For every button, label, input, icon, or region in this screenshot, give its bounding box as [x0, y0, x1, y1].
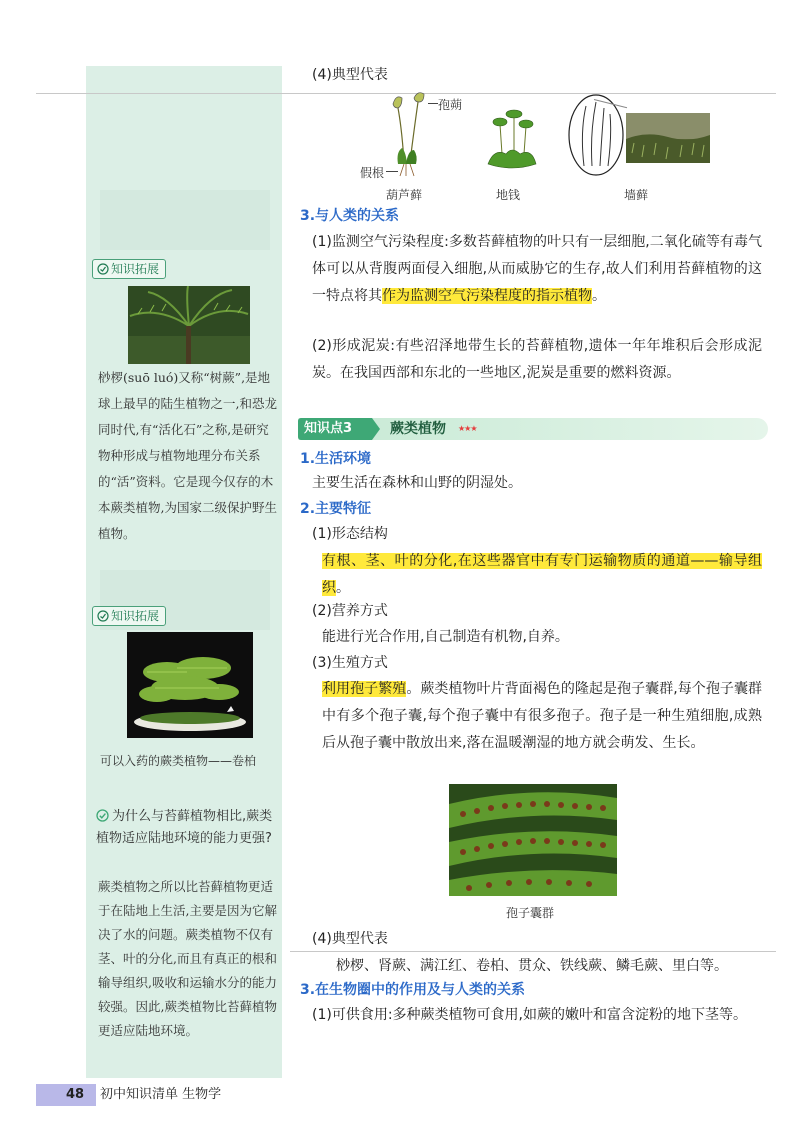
- knowledge-point-title: 蕨类植物: [390, 421, 446, 437]
- nutrition-text: 能进行光合作用,自己制造有机物,自养。: [322, 629, 569, 645]
- peat-paragraph: (2)形成泥炭:有些沼泽地带生长的苔藓植物,遗体一年年堆积后会形成泥炭。在我国西部和东北的一些地区,泥炭是重要的燃料资源。: [312, 338, 762, 381]
- knowledge-extension-tag: [92, 606, 166, 626]
- pollution-text: (1)监测空气污染程度:多数苔藓植物的叶只有一层细胞,二氧化硫等有毒气体可以从背腹两面侵入细胞,从而威胁它的生存,故人们利用苔藓植物的这一特点将其: [312, 234, 762, 304]
- sorus-caption: 孢子囊群: [506, 906, 555, 920]
- pollution-end: 。: [592, 288, 606, 304]
- check-icon: [96, 809, 109, 822]
- link-icon: [97, 263, 109, 275]
- fern-representatives-text: 桫椤、肾蕨、满江红、卷柏、贯众、铁线蕨、鳞毛蕨、里白等。: [336, 958, 728, 974]
- tag-label: 知识拓展: [111, 609, 160, 623]
- selaginella-caption: 可以入药的蕨类植物——卷柏: [100, 754, 257, 768]
- tree-fern-photo: [128, 286, 250, 364]
- selaginella-photo: [127, 632, 253, 738]
- funaria-drawing: [388, 90, 428, 178]
- sorus-photo: [449, 784, 617, 896]
- morphology-end: 。: [336, 580, 350, 596]
- knowledge-point-banner: [298, 418, 768, 440]
- section-heading-role: 3.在生物圈中的作用及与人类的关系: [300, 982, 526, 998]
- book-title: 初中知识清单 生物学: [100, 1087, 222, 1102]
- edible-use-paragraph: (1)可供食用:多种蕨类植物可食用,如蕨的嫩叶和富含淀粉的地下茎等。: [312, 1007, 747, 1023]
- pollution-monitoring-paragraph: [312, 229, 762, 310]
- rhizoid-label: 假根: [360, 166, 385, 180]
- marchantia-caption: 地钱: [496, 188, 521, 202]
- wall-moss-caption: 墙藓: [624, 188, 649, 202]
- capsule-label: 孢蒴: [438, 98, 463, 112]
- typical-representatives-heading: (4)典型代表: [312, 67, 388, 83]
- knowledge-point-tag: 知识点3: [298, 418, 372, 440]
- reproduction-text: 。蕨类植物叶片背面褐色的隆起是孢子囊群,每个孢子囊群中有多个孢子囊,每个孢子囊中有很多孢子。孢子是一种生殖细胞,成熟后从孢子囊中散放出来,落在温暖潮湿的地方就会萌发、生长。: [322, 681, 763, 751]
- section-heading-habitat: 1.生活环境: [300, 451, 372, 467]
- habitat-text: 主要生活在森林和山野的阴湿处。: [312, 475, 522, 491]
- sidebar-question: [96, 806, 278, 850]
- pollution-highlight: 作为监测空气污染程度的指示植物: [382, 288, 592, 304]
- morphology-highlight: 有根、茎、叶的分化,在这些器官中有专门运输物质的通道——输导组织: [322, 553, 762, 596]
- tag-label: 知识拓展: [111, 262, 160, 276]
- link-icon: [97, 610, 109, 622]
- reproduction-paragraph: [322, 676, 762, 757]
- wall-moss-photo: [626, 113, 710, 163]
- reproduction-title: (3)生殖方式: [312, 655, 388, 671]
- funaria-caption: 葫芦藓: [386, 188, 423, 202]
- marchantia-drawing: [484, 104, 540, 174]
- nutrition-title: (2)营养方式: [312, 603, 388, 619]
- section-heading-human-relation: 3.与人类的关系: [300, 208, 400, 224]
- tree-fern-note: 桫椤(suō luó)又称“树蕨”,是地球上最早的陆生植物之一,和恐龙同时代,有“活化石”之称,是研究物种形成与植物地理分布关系的“活”资料。它是现今仅存的木本蕨类植物,为国家二级保护野生植物。: [98, 370, 277, 541]
- knowledge-extension-tag: [92, 259, 166, 279]
- sidebar-answer: 蕨类植物之所以比苔藓植物更适于在陆地上生活,主要是因为它解决了水的问题。蕨类植物不仅有茎、叶的分化,而且有真正的根和输导组织,吸收和运输水分的能力较强。因此,蕨类植物比苔藓植物更适应陆地环境。: [98, 879, 277, 1038]
- section-heading-features: 2.主要特征: [300, 501, 372, 517]
- morphology-paragraph: [322, 548, 762, 602]
- fern-representatives-title: (4)典型代表: [312, 931, 388, 947]
- page-number: 48: [66, 1087, 85, 1102]
- sidebar-faded-print: [100, 190, 270, 250]
- label-pointer-line: [386, 171, 398, 172]
- question-text: 为什么与苔藓植物相比,蕨类植物适应陆地环境的能力更强?: [96, 809, 273, 846]
- importance-stars: ★★★: [458, 424, 477, 433]
- label-pointer-line: [428, 103, 438, 104]
- morphology-title: (1)形态结构: [312, 526, 388, 542]
- reproduction-highlight: 利用孢子繁殖: [322, 681, 407, 697]
